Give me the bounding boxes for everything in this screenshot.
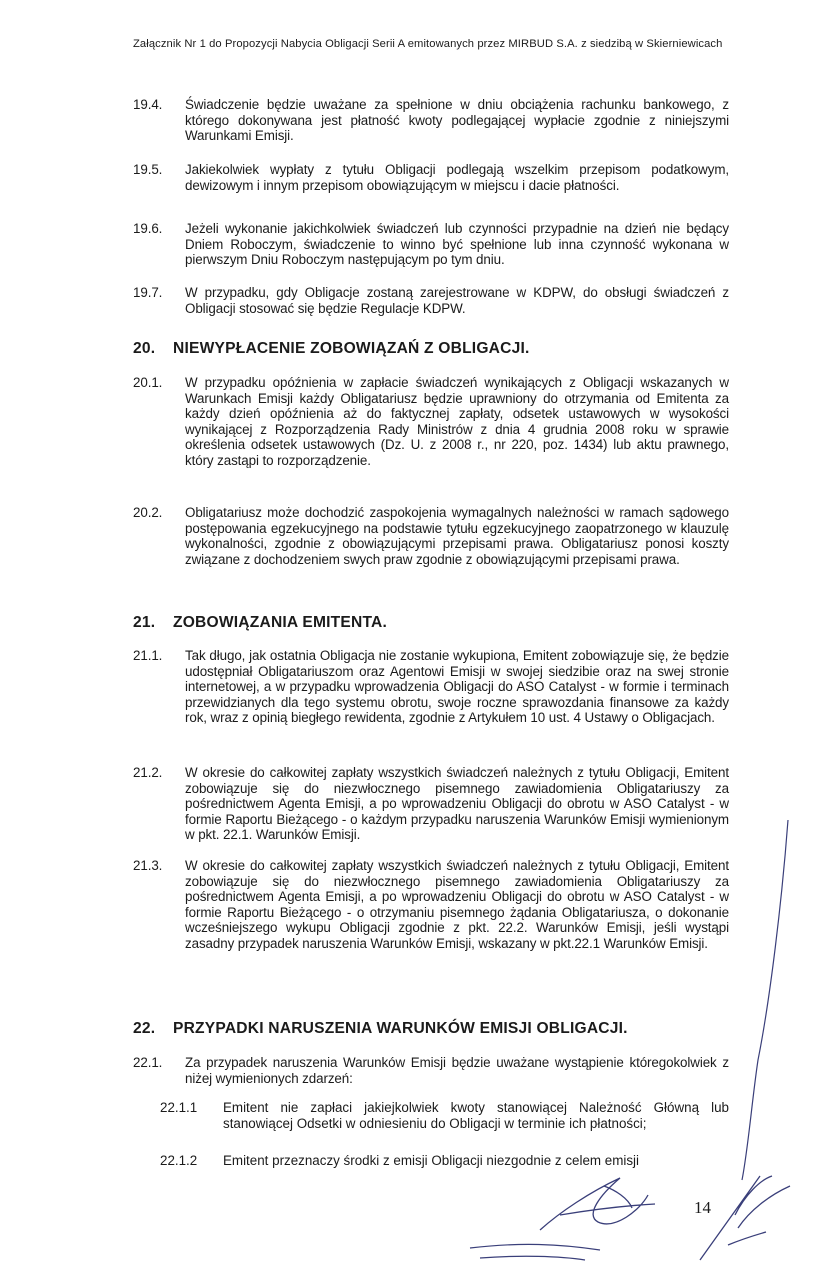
paragraph-number: 21.2. bbox=[133, 765, 163, 780]
paragraph-text: Obligatariusz może dochodzić zaspokojenia wymagalnych należności w ramach sądowego postępowania egzekucyjnego na podstawie tytułu egzekucyjnego zaopatrzonego w klauzulę wykonalności, zgodnie z obowiązującymi przepisami prawa. Obligatariusz ponosi koszty związane z dochodzeniem swych praw zgodnie z obowiązującymi przepisami prawa. bbox=[185, 505, 729, 567]
paragraph-text: Jeżeli wykonanie jakichkolwiek świadczeń lub czynności przypadnie na dzień nie będący Dniem Roboczym, świadczenie to winno być spełnione lub inna czynność wykonana w pierwszym Dniu Roboczym następującym po tym dniu. bbox=[185, 221, 729, 268]
paragraph-19-4 bbox=[133, 97, 729, 144]
paragraph-text: Emitent nie zapłaci jakiejkolwiek kwoty stanowiącej Należność Główną lub stanowiącej Odsetki w odniesieniu do Obligacji w terminie ich płatności; bbox=[223, 1100, 729, 1131]
paragraph-number: 21.1. bbox=[133, 648, 163, 663]
signature-mark bbox=[540, 1178, 655, 1230]
initials-mark bbox=[700, 1176, 790, 1260]
paragraph-20-1 bbox=[133, 375, 729, 469]
paragraph-number: 19.6. bbox=[133, 221, 163, 236]
paragraph-19-7 bbox=[133, 285, 729, 316]
paragraph-text: W okresie do całkowitej zapłaty wszystkich świadczeń należnych z tytułu Obligacji, Emitent zobowiązuje się do niezwłocznego pisemnego zawiadomienia Obligatariuszy za pośrednictwem Agenta Emisji, a po wprowadzeniu Obligacji do obrotu w ASO Catalyst - w formie Raportu Bieżącego - o otrzymaniu pisemnego żądania Obligatariusza, o dokonanie wcześniejszego wykupu Obligacji zgodnie z pkt. 22.2. Warunków Emisji, jeśli wystąpi zasadny przypadek naruszenia Warunków Emisji, wskazany w pkt.22.1 Warunków Emisji. bbox=[185, 858, 729, 951]
paragraph-text: W okresie do całkowitej zapłaty wszystkich świadczeń należnych z tytułu Obligacji, Emitent zobowiązuje się do niezwłocznego pisemnego zawiadomienia Obligatariuszy za pośrednictwem Agenta Emisji, a po wprowadzeniu Obligacji do obrotu w ASO Catalyst - w formie Raportu Bieżącego - o każdym przypadku naruszenia Warunków Emisji wymienionym w pkt. 22.1. Warunków Emisji. bbox=[185, 765, 729, 843]
paragraph-text: W przypadku, gdy Obligacje zostaną zarejestrowane w KDPW, do obsługi świadczeń z Obligacji stosować się będzie Regulacje KDPW. bbox=[185, 285, 729, 316]
paragraph-text: Za przypadek naruszenia Warunków Emisji będzie uważane wystąpienie któregokolwiek z niżej wymienionych zdarzeń: bbox=[185, 1055, 729, 1086]
paragraph-22-1-2 bbox=[160, 1153, 729, 1169]
paragraph-number: 19.5. bbox=[133, 162, 163, 177]
section-title: ZOBOWIĄZANIA EMITENTA. bbox=[173, 614, 388, 631]
paragraph-number: 21.3. bbox=[133, 858, 163, 873]
paragraph-text: Tak długo, jak ostatnia Obligacja nie zostanie wykupiona, Emitent zobowiązuje się, że będzie udostępniał Obligatariuszom oraz Agentowi Emisji w swojej siedzibie oraz na swej stronie internetowej, a w przypadku wprowadzenia Obligacji do ASO Catalyst - w formie i terminach przewidzianych dla tego systemu obrotu, swoje roczne sprawozdania finansowe za każdy rok, wraz z opinią biegłego rewidenta, zgodnie z Artykułem 10 ust. 4 Ustawy o Obligacjach. bbox=[185, 648, 729, 726]
section-heading-22 bbox=[133, 1020, 733, 1038]
paragraph-text: Emitent przeznaczy środki z emisji Obligacji niezgodnie z celem emisji bbox=[223, 1153, 640, 1168]
paragraph-number: 22.1.2 bbox=[160, 1153, 198, 1168]
section-number: 21. bbox=[133, 614, 156, 631]
section-heading-21 bbox=[133, 614, 733, 632]
section-title: PRZYPADKI NARUSZENIA WARUNKÓW EMISJI OBLIGACJI. bbox=[173, 1020, 628, 1037]
page-number: 14 bbox=[694, 1198, 711, 1217]
paragraph-text: Jakiekolwiek wypłaty z tytułu Obligacji podlegają wszelkim przepisom podatkowym, dewizowym i innym przepisom obowiązującym w miejscu i dacie płatności. bbox=[185, 162, 729, 193]
paragraph-text: Świadczenie będzie uważane za spełnione w dniu obciążenia rachunku bankowego, z którego dokonywana jest płatność kwoty podlegającej wypłacie zgodnie z niniejszymi Warunkami Emisji. bbox=[185, 97, 729, 144]
paragraph-number: 19.7. bbox=[133, 285, 163, 300]
paragraph-21-3 bbox=[133, 858, 729, 952]
paragraph-number: 20.2. bbox=[133, 505, 163, 520]
paragraph-number: 19.4. bbox=[133, 97, 163, 112]
margin-line bbox=[742, 820, 788, 1180]
paragraph-number: 20.1. bbox=[133, 375, 163, 390]
paragraph-20-2 bbox=[133, 505, 729, 567]
section-title: NIEWYPŁACENIE ZOBOWIĄZAŃ Z OBLIGACJI. bbox=[173, 340, 530, 357]
section-heading-20 bbox=[133, 340, 733, 358]
document-header: Załącznik Nr 1 do Propozycji Nabycia Obligacji Serii A emitowanych przez MIRBUD S.A. z siedzibą w Skierniewicach bbox=[133, 38, 723, 50]
paragraph-19-6 bbox=[133, 221, 729, 268]
paragraph-22-1-1 bbox=[160, 1100, 729, 1131]
paragraph-21-2 bbox=[133, 765, 729, 843]
paragraph-text: W przypadku opóźnienia w zapłacie świadczeń wynikających z Obligacji wskazanych w Warunkach Emisji każdy Obligatariusz będzie uprawniony do otrzymania od Emitenta za każdy dzień opóźnienia aż do faktycznej zapłaty, odsetek ustawowych w wysokości wynikającej z Rozporządzenia Rady Ministrów z dnia 4 grudnia 2008 roku w sprawie określenia odsetek ustawowych (Dz. U. z 2008 r., nr 220, poz. 1434) lub aktu prawnego, który zastąpi to rozporządzenie. bbox=[185, 375, 729, 468]
section-number: 20. bbox=[133, 340, 156, 357]
section-number: 22. bbox=[133, 1020, 156, 1037]
signature-underline bbox=[470, 1244, 600, 1260]
paragraph-number: 22.1.1 bbox=[160, 1100, 198, 1115]
paragraph-number: 22.1. bbox=[133, 1055, 163, 1070]
paragraph-19-5 bbox=[133, 162, 729, 193]
paragraph-21-1 bbox=[133, 648, 729, 726]
paragraph-22-1 bbox=[133, 1055, 729, 1086]
